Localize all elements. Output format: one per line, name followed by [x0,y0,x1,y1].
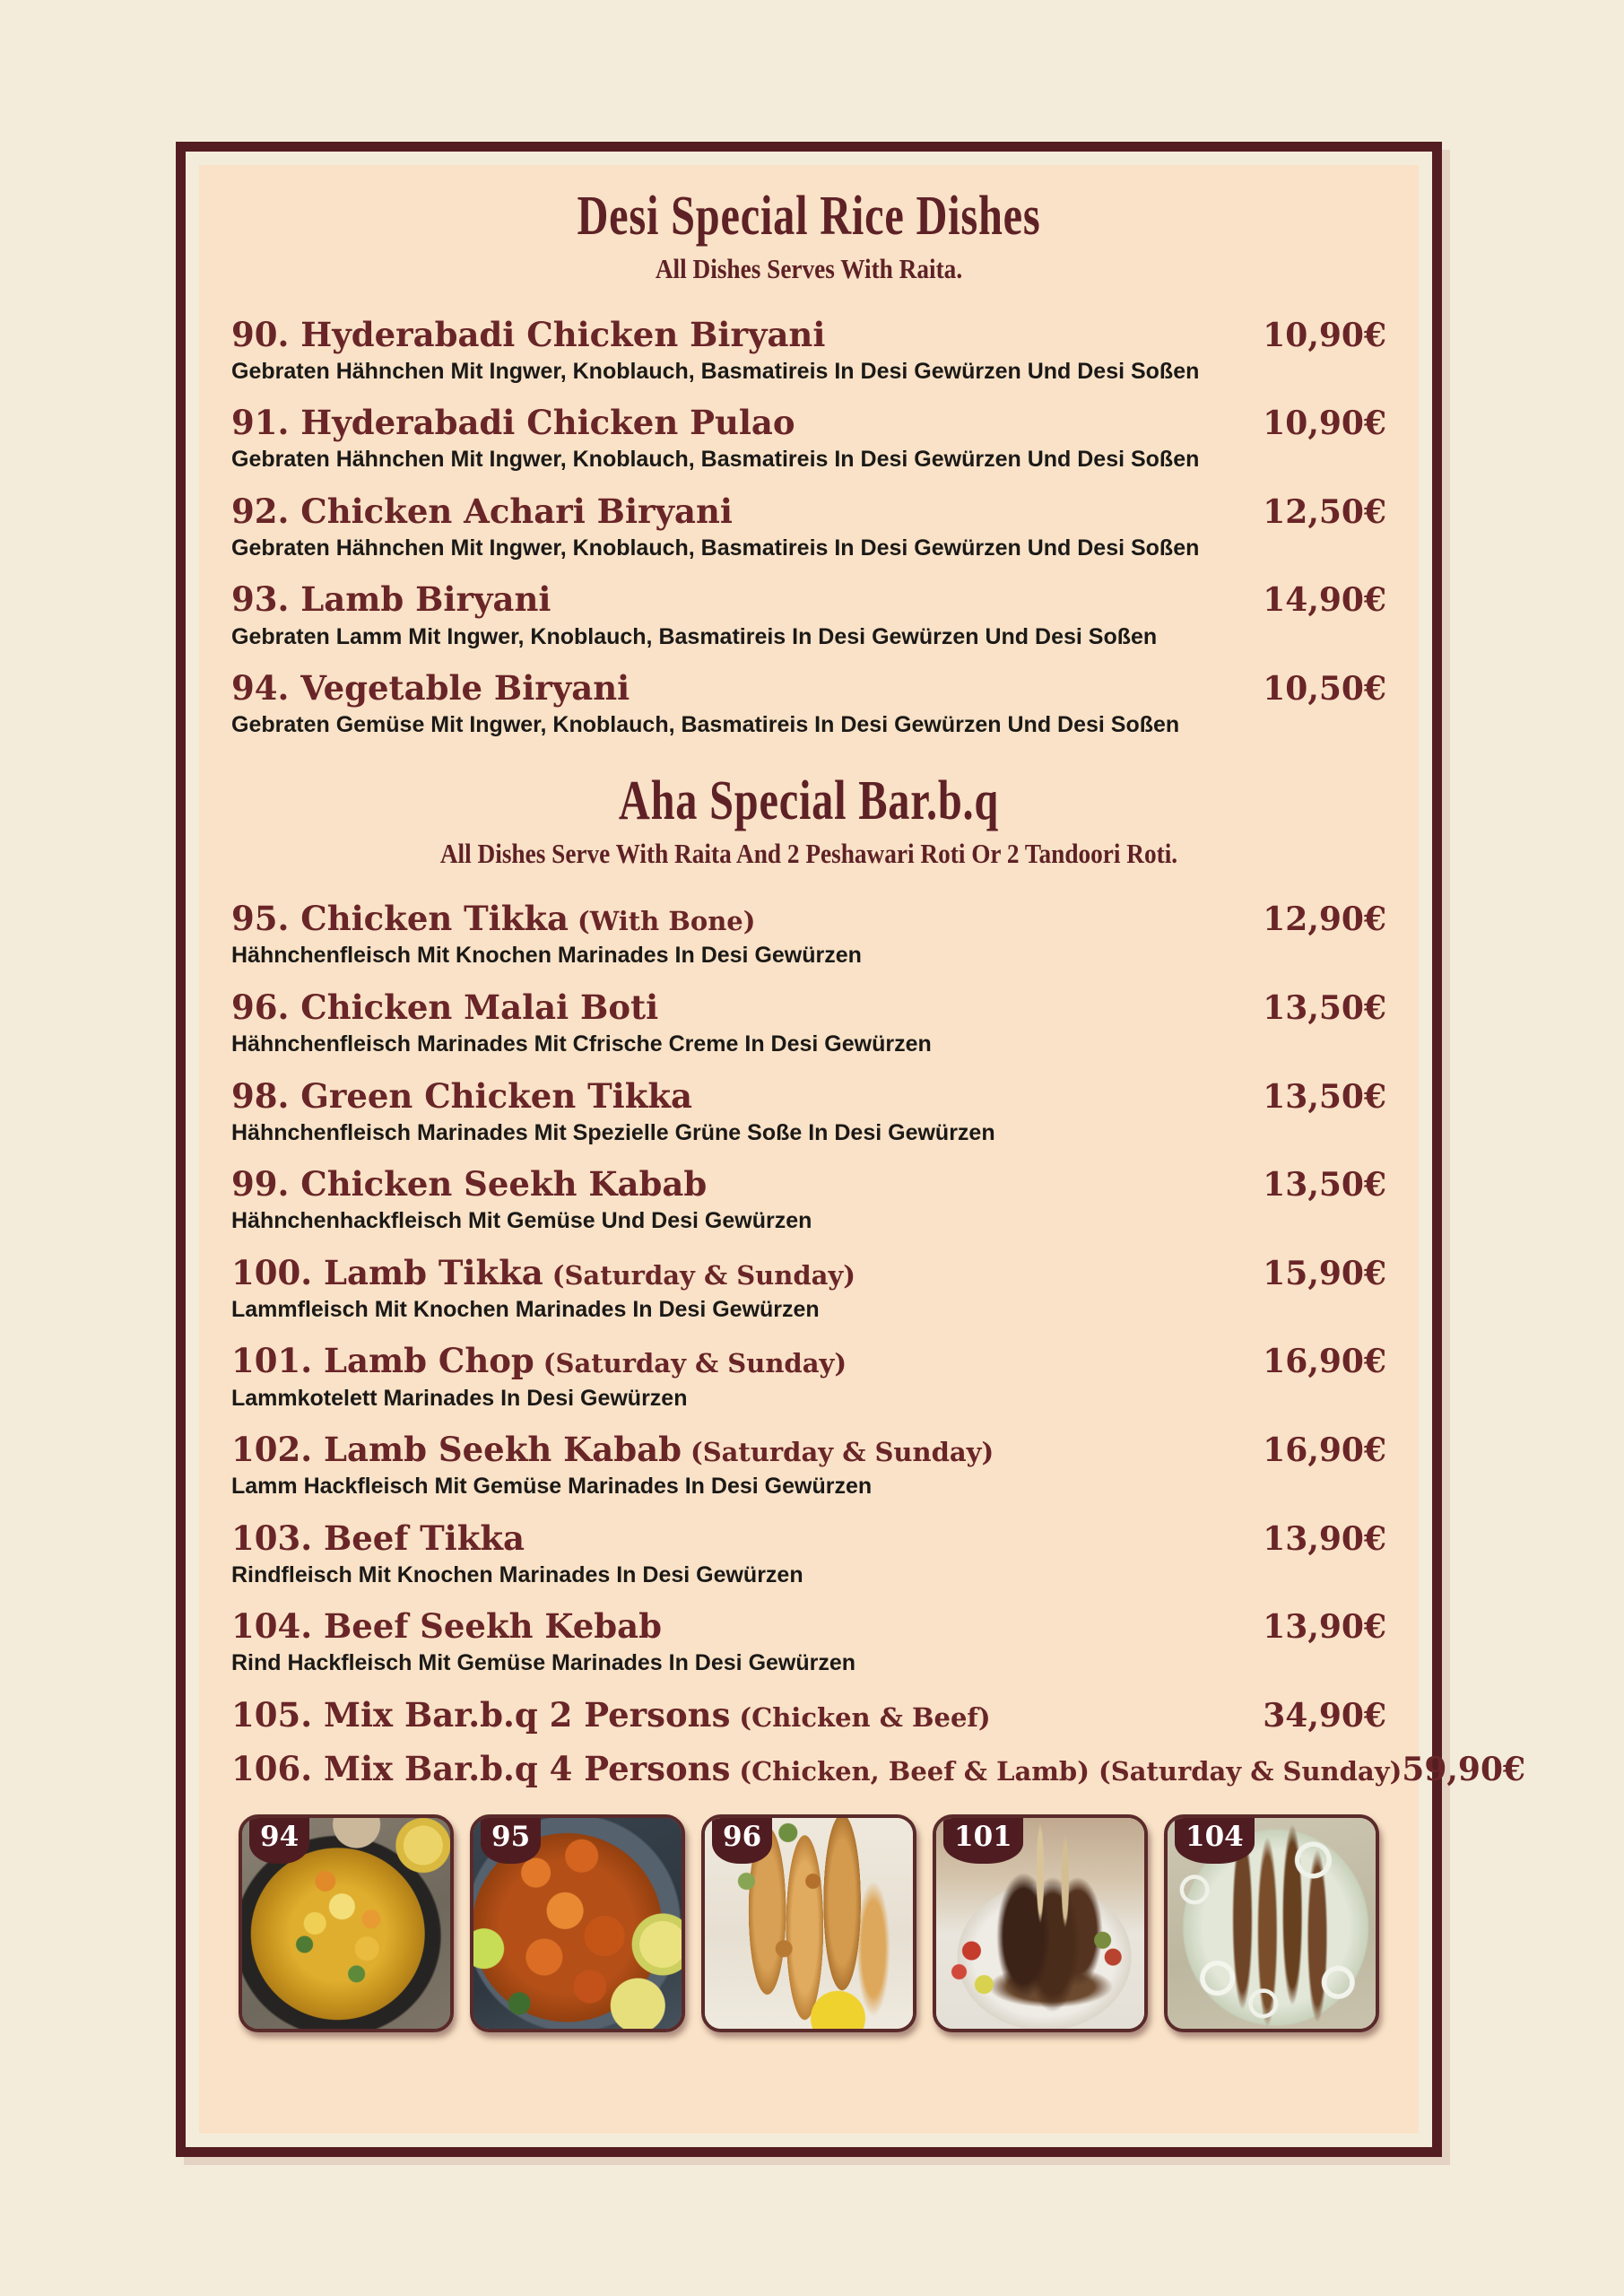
menu-item-line [231,491,1386,532]
menu-item-description: Hähnchenfleisch Marinades Mit Spezielle Grüne Soße In Desi Gewürzen [231,1119,995,1145]
menu-item-line [231,1518,1386,1559]
menu-item-price: 13,50€ [1263,1166,1386,1205]
menu-item-description: Gebraten Hähnchen Mit Ingwer, Knoblauch, Basmatireis In Desi Gewürzen Und Desi Soßen [231,535,1200,561]
menu-item-line [231,1695,1386,1735]
menu-item [231,491,1386,562]
menu-item-description: Hähnchenfleisch Marinades Mit Cfrische Creme In Desi Gewürzen [231,1031,932,1057]
dish-photo-card-95 [470,1814,685,2032]
menu-item-description: Lammfleisch Mit Knochen Marinades In Desi Gewürzen [231,1296,820,1322]
section-title: Aha Special Bar.b.q [618,770,1000,831]
menu-item-line [231,1076,1386,1117]
menu-item-description: Lammkotelett Marinades In Desi Gewürzen [231,1385,688,1411]
menu-item-description: Hähnchenfleisch Mit Knochen Marinades In Desi Gewürzen [231,943,862,969]
menu-item-description: Gebraten Lamm Mit Ingwer, Knoblauch, Basmatireis In Desi Gewürzen Und Desi Soßen [231,623,1158,649]
menu-item [231,987,1386,1058]
menu-item-price: 13,50€ [1263,1077,1386,1116]
menu-item [231,1518,1386,1589]
menu-item-name: 92. Chicken Achari Biryani [231,491,733,531]
menu-item-price: 12,90€ [1263,900,1386,939]
menu-item-name: 99. Chicken Seekh Kabab [231,1164,708,1205]
menu-item-line [231,579,1386,620]
menu-item [231,1341,1386,1412]
menu-item [231,1253,1386,1324]
dish-number-badge: 95 [481,1818,541,1864]
menu-item-line [231,403,1386,443]
menu-item-name: 95. Chicken Tikka [231,899,569,939]
menu-item-line [231,1749,1526,1789]
menu-item-line [231,987,1386,1028]
menu-item [231,1164,1386,1235]
menu-item-price: 13,90€ [1263,1608,1386,1647]
menu-frame-border [176,142,1526,2157]
menu-content-panel [199,165,1526,2134]
menu-item-price: 16,90€ [1263,1431,1386,1470]
menu-item-price: 15,90€ [1263,1254,1386,1292]
menu-item-line [231,1606,1386,1647]
menu-item-name: 90. Hyderabadi Chicken Biryani [231,314,826,354]
dish-photo-card-94 [239,1814,454,2032]
menu-item-description: Rind Hackfleisch Mit Gemüse Marinades In Desi Gewürzen [231,1650,856,1676]
menu-item-name: 94. Vegetable Biryani [231,668,630,709]
menu-item-name: 106. Mix Bar.b.q 4 Persons [231,1749,731,1789]
menu-item-price: 13,50€ [1263,988,1386,1027]
dish-number-badge: 104 [1175,1818,1255,1864]
menu-item [231,668,1386,739]
menu-item-note: (With Bone) [577,906,756,937]
menu-item-name: 96. Chicken Malai Boti [231,987,659,1027]
menu-item-name: 102. Lamb Seekh Kabab [231,1430,682,1470]
menu-item-line [231,1341,1386,1381]
menu-item-price: 59,90€ [1402,1751,1526,1789]
menu-item-name: 91. Hyderabadi Chicken Pulao [231,403,795,443]
dish-photo-card-96 [701,1814,916,2032]
menu-item [231,1076,1386,1147]
menu-item-description: Hähnchenhackfleisch Mit Gemüse Und Desi Gewürzen [231,1208,812,1234]
menu-item-description: Gebraten Hähnchen Mit Ingwer, Knoblauch, Basmatireis In Desi Gewürzen Und Desi Soßen [231,447,1200,473]
menu-item-price: 16,90€ [1263,1343,1386,1381]
menu-item [231,1430,1386,1500]
menu-item [231,1695,1386,1735]
menu-item [231,403,1386,474]
menu-item-name: 103. Beef Tikka [231,1518,525,1558]
dish-photo-card-104 [1164,1814,1379,2032]
menu-item-line [231,899,1386,939]
menu-item-price: 10,50€ [1263,670,1386,709]
menu-item-line [231,1253,1386,1293]
menu-item-name: 101. Lamb Chop [231,1341,534,1381]
menu-item-description: Gebraten Hähnchen Mit Ingwer, Knoblauch, Basmatireis In Desi Gewürzen Und Desi Soßen [231,358,1200,384]
menu-item-price: 10,90€ [1263,316,1386,354]
menu-item-price: 14,90€ [1263,581,1386,620]
section-subtitle: All Dishes Serves With Raita. [655,252,963,284]
menu-item [231,579,1386,650]
menu-item-name: 105. Mix Bar.b.q 2 Persons [231,1694,731,1735]
menu-item-line [231,1164,1386,1205]
menu-item-price: 10,90€ [1263,404,1386,443]
menu-item [231,899,1386,970]
section-items [226,315,1392,739]
menu-item-description: Gebraten Gemüse Mit Ingwer, Knoblauch, Basmatireis In Desi Gewürzen Und Desi Soßen [231,712,1180,738]
menu-item-line [231,315,1386,355]
menu-item-note: (Chicken & Beef) [739,1701,991,1733]
dish-photo-card-101 [933,1814,1148,2032]
menu-sections [226,186,1526,1789]
menu-item [231,1749,1526,1789]
dish-number-badge: 101 [943,1818,1023,1864]
dish-photo-gallery [226,1814,1392,2032]
menu-section [226,187,1392,739]
section-subtitle: All Dishes Serve With Raita And 2 Peshawari Roti Or 2 Tandoori Roti. [439,837,1178,869]
section-items [226,899,1526,1789]
menu-item-description: Lamm Hackfleisch Mit Gemüse Marinades In Desi Gewürzen [231,1474,873,1500]
menu-item-note: (Saturday & Sunday) [551,1259,855,1291]
menu-item-name: 100. Lamb Tikka [231,1252,543,1292]
menu-section [226,770,1526,1789]
menu-item-price: 13,90€ [1263,1519,1386,1558]
menu-item [231,1606,1386,1677]
menu-item-note: (Chicken, Beef & Lamb) (Saturday & Sunday) [739,1756,1403,1787]
dish-number-badge: 96 [712,1818,772,1864]
menu-item-description: Rindfleisch Mit Knochen Marinades In Desi Gewürzen [231,1561,803,1587]
dish-number-badge: 94 [249,1818,309,1864]
section-title: Desi Special Rice Dishes [577,186,1041,247]
menu-item-name: 104. Beef Seekh Kebab [231,1606,662,1647]
menu-item-name: 98. Green Chicken Tikka [231,1075,692,1116]
menu-item-line [231,1430,1386,1470]
menu-item-name: 93. Lamb Biryani [231,579,551,620]
menu-item-note: (Saturday & Sunday) [690,1437,994,1468]
menu-item [231,315,1386,386]
menu-item-line [231,668,1386,709]
menu-item-price: 34,90€ [1263,1696,1386,1735]
menu-item-price: 12,50€ [1263,492,1386,531]
menu-item-note: (Saturday & Sunday) [543,1348,847,1379]
